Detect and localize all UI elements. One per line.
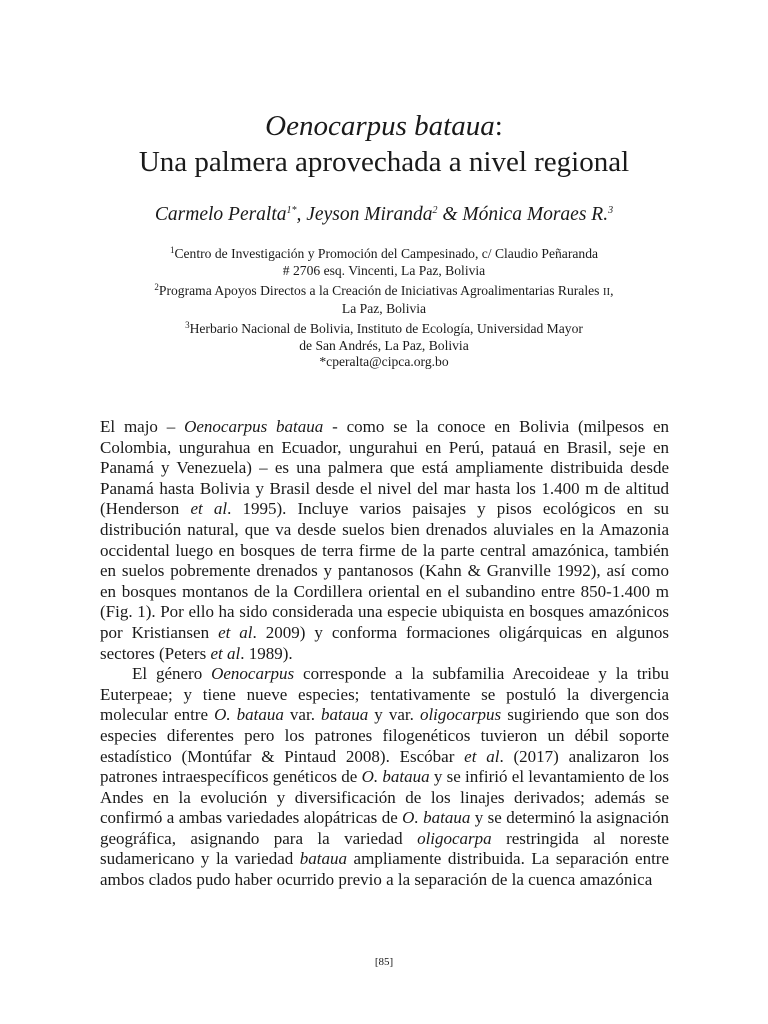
title-colon: : [494,110,503,142]
author-mark: 1* [286,205,297,216]
paragraph-1: El majo – Oenocarpus bataua - como se la conoce en Bolivia (milpesos en Colombia, ungurahua en Ecuador, ungurahui en Perú, patauá en Brasil, seje en Panamá y Venezuela) – es una palmera que está ampliamente distribuida desde Panamá hasta Bolivia y Brasil desde el nivel del mar hasta los 1.400 m de altitud (Henderson et al. 1995). Incluye varios paisajes y pisos ecológicos en su distribución natural, que va desde suelos bien drenados aluviales en la Amazonia occidental luego en bosques de terra firme de la parte central amazónica, también en suelos pobremente drenados y pantanosos (Kahn & Granville 1992), así como en bosques montanos de la Cordillera oriental en el subandino entre 850-1.400 m (Fig. 1). Por ello ha sido considerada una especie ubiquista en bosques amazónicos por Kristiansen et al. 2009) y conforma formaciones oligárquicas en algunos sectores (Peters et al. 1989). [100,417,669,663]
affiliation-line: de San Andrés, La Paz, Bolivia [299,337,469,353]
affiliation-line: $^3$Herbario Nacional de Bolivia, Instituto de Ecología, Universidad Mayor [185,320,583,336]
affiliation-line: # 2706 esq. Vincenti, La Paz, Bolivia [282,262,486,278]
author-name: Carmelo Peralta [154,204,287,225]
header-block [0,108,768,371]
author-separator: , [296,204,307,225]
affiliation-line: $^2$Programa Apoyos Directos a la Creación de Iniciativas Agroalimentarias Rurales II, [154,282,614,298]
contact-email: *cperalta@cipca.org.bo [319,354,449,369]
affiliation-mark: 1 [169,245,175,255]
affiliation-line: $^1$Centro de Investigación y Promoción del Campesinado, c/ Claudio Peñaranda [169,245,599,261]
title-line-2: Una palmera aprovechada a nivel regional [138,146,630,178]
affiliations [0,242,768,371]
title-line-1 [0,108,768,144]
author-name: Mónica Moraes R. [462,204,609,225]
body-text [100,417,669,891]
author-mark: 2 [432,205,438,216]
affiliation-mark: 3 [185,320,190,330]
title-species: Oenocarpus bataua [265,110,495,142]
author-mark: 3 [608,205,614,216]
paragraph-2: El género Oenocarpus corresponde a la subfamilia Arecoideae y la tribu Euterpeae; y tiene nueve especies; tentativamente se postuló la divergencia molecular entre O. bataua var. bataua y var. oligocarpus sugiriendo que son dos especies diferentes pero los patrones filogenéticos tuvieron un débil soporte estadístico (Montúfar & Pintaud 2008). Escóbar et al. (2017) analizaron los patrones intraespecíficos genéticos de O. bataua y se infirió el levantamiento de los Andes en la evolución y diversificación de los linajes derivados; además se confirmó a ambas variedades alopátricas de O. bataua y se determinó la asignación geográfica, asignando para la variedad oligocarpa restringida al noreste sudamericano y la variedad bataua ampliamente distribuida. La separación entre ambos clados pudo haber ocurrido previo a la separación de la cuenca amazónica [100,664,670,890]
author-list [0,198,768,228]
author-name: Jeyson Miranda [306,204,433,225]
author-separator: & [437,204,463,225]
affiliation-mark: 2 [154,282,159,292]
page-number: [85] [374,956,394,968]
affiliation-line: La Paz, Bolivia [341,300,427,316]
